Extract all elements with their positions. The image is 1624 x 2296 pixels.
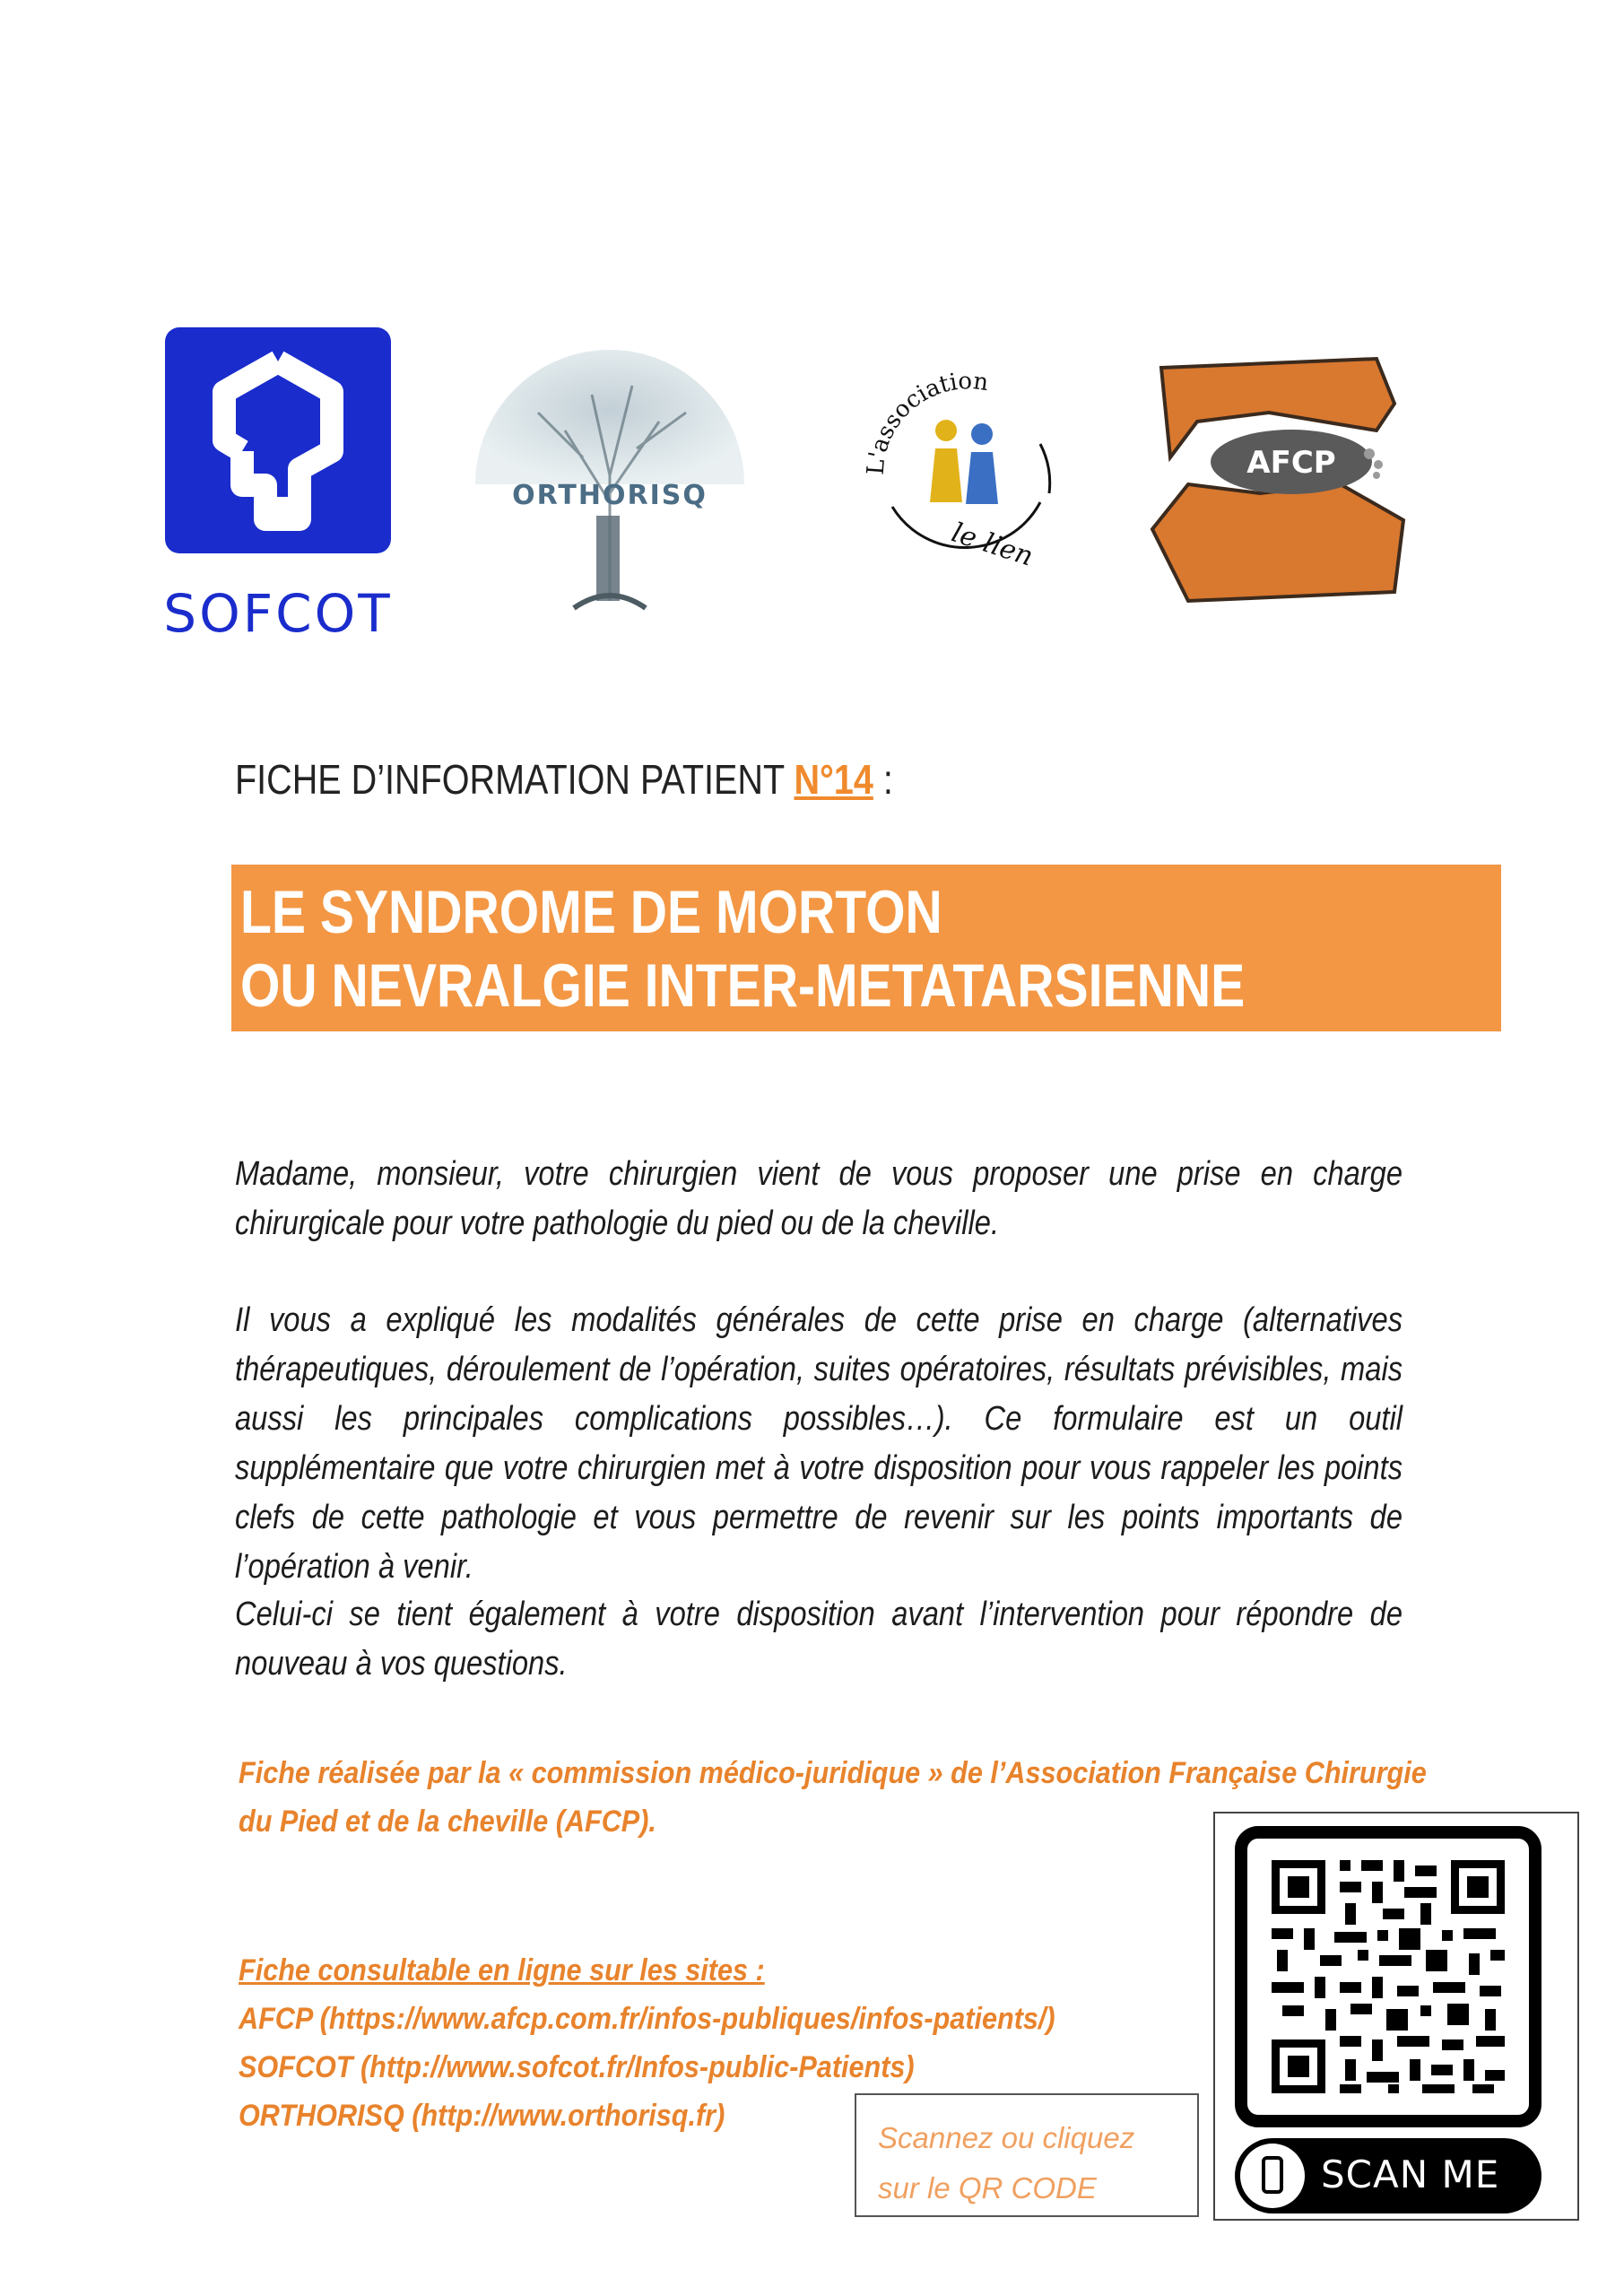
- association-le-lien-logo: [856, 359, 1072, 574]
- availability-paragraph: Celui-ci se tient également à votre disposition avant l’intervention pour répondre de nouveau à vos questions.: [235, 1596, 1403, 1683]
- scan-me-button[interactable]: [1235, 2138, 1541, 2213]
- fiche-header-suffix: :: [873, 756, 893, 803]
- afcp-logo: [1134, 350, 1421, 610]
- qr-code-icon[interactable]: [1247, 1839, 1529, 2115]
- title-banner: [231, 865, 1501, 1031]
- link-sofcot[interactable]: SOFCOT (http://www.sofcot.fr/Infos-public-Patients): [239, 2050, 915, 2084]
- title-line-1: LE SYNDROME DE MORTON: [240, 878, 942, 946]
- fiche-header: [235, 755, 893, 804]
- association-arc-text: L'association: [862, 368, 991, 476]
- credits-text: Fiche réalisée par la « commission médico-juridique » de l’Association Française Chirurgie du Pied et de la cheville (AFCP).: [239, 1756, 1427, 1839]
- afcp-emblem-icon: [1134, 350, 1421, 610]
- orthorisq-wordmark: ORTHORISQ: [512, 480, 708, 511]
- qr-frame: [1235, 1826, 1541, 2127]
- scan-me-label: SCAN ME: [1321, 2152, 1500, 2196]
- sofcot-emblem: [165, 327, 391, 553]
- intro-paragraph: Madame, monsieur, votre chirurgien vient de vous proposer une prise en charge chirurgicale pour votre pathologie du pied ou de la cheville.: [235, 1155, 1403, 1242]
- scan-note: Scannez ou cliquez sur le QR CODE: [878, 2121, 1135, 2205]
- orthorisq-logo: [466, 323, 753, 619]
- explanation-paragraph: Il vous a expliqué les modalités générales de cette prise en charge (alternatives thérapeutiques, déroulement de l’opération, suites opératoires, résultats prévisibles, mais aussi les principales complications possibles…). Ce formulaire est un outil supplémentaire que votre chirurgien met à votre disposition pour vous rappeler les points clefs de cette pathologie et vous permettre de revenir sur les points importants de l’opération à venir.: [235, 1301, 1403, 1586]
- links-heading: Fiche consultable en ligne sur les sites :: [239, 1953, 765, 1987]
- fiche-header-prefix: FICHE D’INFORMATION PATIENT: [235, 756, 795, 803]
- qr-code-card[interactable]: [1213, 1812, 1579, 2221]
- association-script-text: le lien: [947, 517, 1038, 573]
- tree-icon: [466, 323, 753, 619]
- link-afcp[interactable]: AFCP (https://www.afcp.com.fr/infos-publiques/infos-patients/): [239, 2002, 1055, 2036]
- phone-circle: [1240, 2144, 1305, 2208]
- scan-note-box: [855, 2093, 1199, 2217]
- sofcot-symbol-icon: [165, 327, 391, 553]
- fiche-number: N°14: [794, 756, 873, 803]
- link-orthorisq[interactable]: ORTHORISQ (http://www.orthorisq.fr): [239, 2099, 725, 2133]
- afcp-wordmark: AFCP: [1246, 445, 1336, 481]
- title-line-2: OU NEVRALGIE INTER-METATARSIENNE: [240, 952, 1246, 1020]
- phone-icon: [1262, 2156, 1283, 2194]
- sofcot-wordmark: SOFCOT: [163, 583, 393, 644]
- sofcot-logo: [161, 327, 395, 644]
